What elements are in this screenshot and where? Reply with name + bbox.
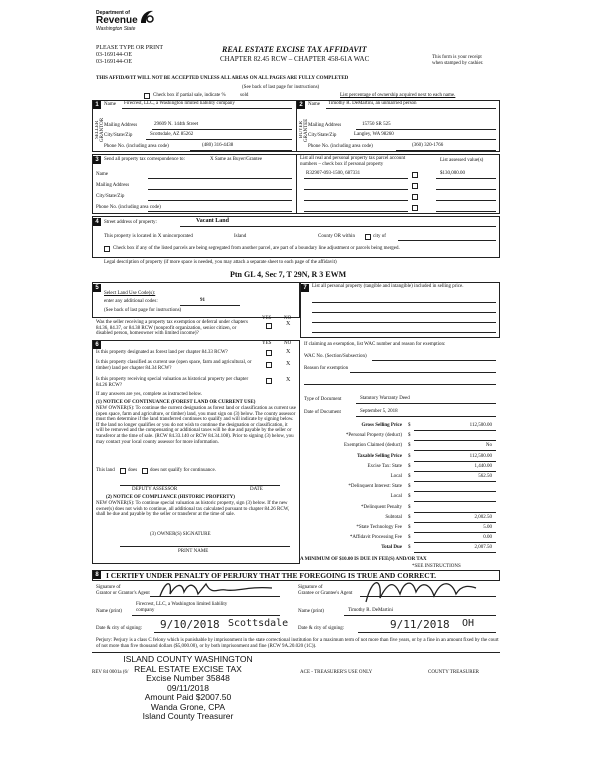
tax-row-underline <box>414 481 496 482</box>
grantor-signature[interactable] <box>156 578 276 602</box>
correspondence-same-as[interactable]: X Same as Buyer/Grantee <box>210 157 263 162</box>
parcel-personal-checkbox-3[interactable] <box>412 194 418 200</box>
stamp-line-1: ISLAND COUNTY WASHINGTON <box>123 654 253 664</box>
tax-row-value[interactable]: 562.50 <box>478 474 492 479</box>
deputy-assessor-label: DEPUTY ASSESSOR <box>132 487 178 492</box>
parcel-personal-checkbox-1[interactable] <box>412 172 418 178</box>
grantor-city[interactable]: Scottsdale <box>228 618 289 629</box>
see-back-note: (See back of last page for instructions) <box>242 85 320 90</box>
tax-row-dollar: $ <box>408 505 411 510</box>
seller-phone[interactable]: (480) 316-4438 <box>202 143 234 148</box>
seller-side-label: SELLER GRANTOR <box>95 117 105 143</box>
doc-date-label: Date of Document <box>304 410 341 415</box>
segregated-label: Check box if any of the listed parcels are being segregated from another parcel, are part of a boundary line adjustment or parcels being merged. <box>113 246 400 251</box>
logo-swoosh-icon <box>138 8 156 26</box>
logo-dept: Department of <box>96 10 130 16</box>
assessed-value[interactable]: $130,000.00 <box>440 171 465 176</box>
tax-row-dollar: $ <box>408 484 411 489</box>
tax-row-underline <box>414 440 496 441</box>
this-land-label: This land <box>96 468 115 473</box>
notice1-title: (1) NOTICE OF CONTINUANCE (FOREST LAND OR CURRENT USE) <box>96 400 256 405</box>
forest-q3-answer[interactable]: X <box>286 377 291 383</box>
tax-row-underline <box>414 552 496 553</box>
grantor-name-print[interactable] <box>136 602 227 614</box>
tax-row-label: Gross Selling Price <box>361 423 402 428</box>
section-4-number: 4 <box>93 218 101 226</box>
parcel-personal-checkbox-2[interactable] <box>412 183 418 189</box>
tax-row-dollar: $ <box>408 545 411 550</box>
grantee-name-print-label: Name (print) <box>298 609 324 614</box>
buyer-mailing-label: Mailing Address <box>308 123 342 128</box>
legal-label: Legal description of property (if more space is needed, you may attach a separate sheet to each page of the affidavit) <box>104 260 337 265</box>
seller-city[interactable]: Scottsdale, AZ 85262 <box>150 132 194 137</box>
buyer-name[interactable]: Timothy R. DeMartini, an unmarried person <box>328 101 417 106</box>
tax-row-underline <box>414 532 496 533</box>
stamp-line-2: REAL ESTATE EXCISE TAX <box>134 663 242 674</box>
seller-city-label: City/State/Zip <box>104 133 133 138</box>
perjury-notice: Perjury: Perjury is a class C felony which is punishable by imprisonment in the state correctional institution for a maximum term of not more than five years, or by a fine in an amount fixed by the court of not more than five thousand dollars ($5,000.00), or by both imprisonment and fine (RCW 9A.20.020 (1C)). <box>96 638 499 649</box>
exemption-label: If claiming an exemption, list WAC number and reason for exemption: <box>304 342 446 347</box>
parcel-personal-checkbox-4[interactable] <box>412 205 418 211</box>
partial-sale-checkbox[interactable] <box>144 93 150 99</box>
partial-sale-label: Check box if partial sale, indicate % <box>153 93 226 98</box>
tax-row-label: Local <box>390 474 402 479</box>
forest-box <box>92 340 300 564</box>
deputy-date-label: DATE <box>250 487 263 492</box>
tax-row-label: *State Technology Fee <box>356 525 402 530</box>
buyer-phone[interactable]: (360) 320-1766 <box>412 143 444 148</box>
tax-row-value[interactable]: No <box>485 443 492 448</box>
tax-row-dollar: $ <box>408 474 411 479</box>
tax-row-underline <box>414 512 496 513</box>
exempt-no-header: NO <box>284 316 292 321</box>
grantee-signature[interactable] <box>360 574 480 608</box>
grantee-date-city-label: Date & city of signing: <box>298 626 345 631</box>
form-chapter: CHAPTER 82.45 RCW – CHAPTER 458-61A WAC <box>220 55 370 63</box>
print-note-block <box>96 45 163 66</box>
stamp-line-5: Amount Paid $2007.50 <box>144 692 232 702</box>
form-code-1: 03-169144-OE <box>96 52 132 58</box>
grantee-name-print[interactable]: Timothy R. DeMartini <box>348 608 393 613</box>
buyer-city[interactable]: Langley, WA 98260 <box>354 132 394 137</box>
tax-row-dollar: $ <box>408 464 411 469</box>
assessed-header: List assessed value(s) <box>440 158 484 163</box>
grantee-date[interactable]: 9/11/2018 <box>390 618 450 631</box>
not-accepted-warning: THIS AFFIDAVIT WILL NOT BE ACCEPTED UNLESS ALL AREAS ON ALL PAGES ARE FULLY COMPLETED <box>96 76 349 81</box>
forest-q3-yes[interactable] <box>266 378 272 384</box>
stamp-line-7: Island County Treasurer <box>142 711 234 721</box>
forest-q2-answer[interactable]: X <box>286 361 291 367</box>
county-treasurer-label: COUNTY TREASURER <box>428 670 479 675</box>
buyer-phone-label: Phone No. (including area code) <box>308 144 373 149</box>
print-note: PLEASE TYPE OR PRINT <box>96 45 164 51</box>
notice2-title: (2) NOTICE OF COMPLIANCE (HISTORIC PROPERTY) <box>106 495 235 500</box>
section-8-number: 8 <box>93 571 101 579</box>
receipt-note-1: This form is your receipt <box>432 55 482 60</box>
stamp-line-3: Excise Number 35848 <box>146 673 230 683</box>
tax-row-dollar: $ <box>408 525 411 530</box>
seller-name[interactable]: Firecrest, LLC, a Washington limited liability company <box>124 101 235 106</box>
tax-row-label: Excise Tax: State <box>367 464 402 469</box>
tax-row-label: *Delinquent Penalty <box>361 505 402 510</box>
street-value[interactable]: Vacant Land <box>196 218 229 224</box>
stamp-line-4: 09/11/2018 <box>167 682 209 693</box>
stamp-line-6: Wanda Grone, CPA <box>150 701 226 712</box>
exempt-answer[interactable]: X <box>286 321 291 327</box>
section-1-number: 1 <box>93 101 101 109</box>
tax-row-label: Taxable Selling Price <box>357 454 402 459</box>
forest-no-header: NO <box>284 341 292 346</box>
land-use-code[interactable]: 91 <box>200 298 205 303</box>
tax-row-value[interactable]: 2,007.50 <box>474 545 492 550</box>
grantor-date-city-label: Date & city of signing: <box>96 626 143 631</box>
wac-label: WAC No. (Section/Subsection) <box>304 354 367 359</box>
grantee-signature-label-1: Signature of <box>298 585 323 590</box>
tax-row-underline <box>414 522 496 523</box>
notice1-body: NEW OWNER(S): To continue the current designation as forest land or classification as current use (open space, farm and agriculture, or timber) land, you must sign on (3) below. The county assessor must then determine if the land transferred continues to qualify and will indicate by signing below. If the land no longer qualifies or you do not wish to continue the designation or classification, it will be removed and the compensating or additional taxes will be due and payable by the seller or transferor at the time of sale. (RCW 84.33.140 or RCW 84.34.108). Prior to signing (3) below, you may contact your local county assessor for more information. <box>96 406 296 445</box>
reason-label: Reason for exemption <box>304 366 349 371</box>
personal-property-label: List all personal property (tangible and intangible) included in selling price. <box>312 284 464 289</box>
print-name-label: PRINT NAME <box>178 549 209 554</box>
tax-row-dollar: $ <box>408 454 411 459</box>
exempt-yes-checkbox[interactable] <box>266 323 272 329</box>
parcel-number[interactable]: R32907-093-1500, 687331 <box>306 171 361 176</box>
correspondence-label: Send all property tax correspondence to: <box>104 157 185 162</box>
tax-row-label: Subtotal <box>385 515 402 520</box>
forest-q2: Is this property classified as current use (open space, farm and agricultural, or timber) land per chapter 84.34 RCW? <box>96 360 252 371</box>
section-2-number: 2 <box>297 101 305 109</box>
grantor-signature-label <box>96 585 150 597</box>
tax-row-underline <box>414 491 496 492</box>
buyer-name-label: Name <box>308 102 320 107</box>
does-label: does <box>128 468 138 473</box>
tax-row-dollar: $ <box>408 494 411 499</box>
tax-row-value[interactable]: 0.00 <box>483 535 492 540</box>
see-instructions-note: *SEE INSTRUCTIONS <box>412 564 461 569</box>
tax-row-underline <box>414 501 496 502</box>
logo-name: Revenue <box>96 15 138 26</box>
corr-city-label: City/State/Zip <box>96 194 125 199</box>
doc-type-label: Type of Document <box>304 397 342 402</box>
land-use-code-label: Select Land Use Code(s): <box>104 291 156 296</box>
treasurer-stamp <box>108 655 268 722</box>
doc-date-value[interactable]: September 5, 2018 <box>360 409 398 414</box>
forest-q3: Is this property receiving special valuation as historical property per chapter 84.26 RCW? <box>96 377 249 388</box>
revenue-logo <box>96 10 138 32</box>
form-code-2: 03-169144-OE <box>96 59 132 65</box>
ownership-pct-label: List percentage of ownership acquired next to each name. <box>340 93 456 98</box>
does-qualify-checkbox[interactable] <box>120 468 126 474</box>
tax-row-dollar: $ <box>408 443 411 448</box>
grantor-name-print-1: Firecrest, LLC, a Washington limited liability <box>136 602 228 607</box>
tax-row-dollar: $ <box>408 535 411 540</box>
located-label: This property is located in X unincorporated <box>104 234 193 239</box>
tax-row-label: *Affidavit Processing Fee <box>349 535 402 540</box>
tax-row-dollar: $ <box>408 433 411 438</box>
treasurer-use-only: ACE - TREASURER'S USE ONLY <box>300 670 373 675</box>
receipt-note <box>432 55 483 67</box>
city-of-checkbox[interactable] <box>365 234 371 240</box>
tax-row-underline <box>414 471 496 472</box>
forest-q1-answer[interactable]: X <box>286 349 291 355</box>
grantor-name-print-2: company <box>136 608 155 613</box>
corr-mailing-label: Mailing Address <box>96 183 130 188</box>
rev-number: REV 84 0001a (6/ <box>92 670 129 675</box>
section-3-number: 3 <box>93 156 101 164</box>
tax-row-label: Local <box>390 494 402 499</box>
corr-name-label: Name <box>96 172 108 177</box>
form-title: REAL ESTATE EXCISE TAX AFFIDAVIT <box>222 45 367 54</box>
seller-name-label: Name <box>104 102 116 107</box>
grantee-city[interactable]: OH <box>462 618 475 629</box>
seller-mailing-label: Mailing Address <box>104 123 138 128</box>
tax-row-label: *Personal Property (deduct) <box>345 433 402 438</box>
legal-value[interactable]: Ptn GL 4, Sec 7, T 29N, R 3 EWM <box>230 270 347 279</box>
buyer-city-label: City/State/Zip <box>308 133 337 138</box>
tax-row-dollar: $ <box>408 515 411 520</box>
personal-property-box <box>300 282 500 338</box>
grantor-name-print-label: Name (print) <box>96 609 122 614</box>
parcel-header: List all real and personal property tax parcel account numbers – check box if personal property <box>300 156 406 167</box>
grantee-signature-label-2: Grantee or Grantee's Agent <box>298 591 353 596</box>
tax-row-value[interactable]: 112,500.00 <box>469 423 492 428</box>
county-value[interactable]: Island <box>234 234 247 239</box>
seller-phone-label: Phone No. (including area code) <box>104 144 169 149</box>
forest-q1-yes[interactable] <box>266 350 272 356</box>
tax-row-underline <box>414 430 496 431</box>
tax-row-value[interactable]: 112,500.00 <box>469 454 492 459</box>
grantee-signature-label <box>298 585 352 597</box>
tax-row-dollar: $ <box>408 423 411 428</box>
segregated-checkbox[interactable] <box>104 246 110 252</box>
buyer-side-label: BUYER GRANTEE <box>299 118 309 142</box>
receipt-note-2: when stamped by cashier. <box>432 61 484 66</box>
forest-if-any: If any answers are yes, complete as instructed below. <box>96 392 203 397</box>
doc-type-value[interactable]: Statutory Warranty Deed <box>360 396 410 401</box>
land-use-additional: enter any additional codes: <box>104 299 158 304</box>
tax-row-label: Exemption Claimed (deduct) <box>343 443 402 448</box>
exempt-question: Was the seller receiving a property tax exemption or deferral under chapters 84.36, 84.37, or 84.38 RCW (nonprofit organization, senior citizen, or disabled person, homeowner with limited income)? <box>96 320 248 336</box>
does-not-qualify-label: does not qualify for continuance. <box>150 468 216 473</box>
street-label: Street address of property: <box>104 220 157 225</box>
section-7-number: 7 <box>301 284 309 292</box>
buyer-mailing[interactable]: 15750 SR 525 <box>362 122 391 127</box>
section-5-number: 5 <box>93 284 101 292</box>
does-not-qualify-checkbox[interactable] <box>142 468 148 474</box>
county-or-within: County OR within <box>318 234 355 239</box>
forest-q1: Is this property designated as forest land per chapter 84.33 RCW? <box>96 350 228 355</box>
notice2-body: NEW OWNER(S): To continue special valuation as historic property, sign (3) below. If the new owner(s) does not wish to continue, all additional tax calculated pursuant to chapter 84.26 RCW, shall be due and payable by the seller or transferor at the time of sale. <box>96 501 290 518</box>
tax-row-label: *Delinquent Interest: State <box>348 484 402 489</box>
certify-title: I CERTIFY UNDER PENALTY OF PERJURY THAT THE FOREGOING IS TRUE AND CORRECT. <box>106 571 437 580</box>
minimum-due-note: A MINIMUM OF $10.00 IS DUE IN FEE(S) AND/OR TAX <box>300 557 427 562</box>
section-6-number: 6 <box>93 341 101 349</box>
city-of-label: city of <box>373 234 386 239</box>
grantor-date[interactable]: 9/10/2018 <box>160 618 220 631</box>
logo-state: Washington State <box>96 26 136 32</box>
tax-row-value[interactable]: 2,002.50 <box>474 515 492 520</box>
owner-signature-label: (3) OWNER(S) SIGNATURE <box>150 532 211 537</box>
partial-sale-sold: sold <box>240 93 249 98</box>
tax-row-value[interactable]: 1,440.00 <box>474 464 492 469</box>
tax-row-underline <box>414 542 496 543</box>
forest-q2-yes[interactable] <box>266 362 272 368</box>
seller-mailing[interactable]: 29609 N. 144th Street <box>154 122 199 127</box>
tax-row-value[interactable]: 5.00 <box>483 525 492 530</box>
tax-row-underline <box>414 461 496 462</box>
tax-row-label: Total Due <box>381 545 402 550</box>
forest-yes-header: YES <box>262 341 272 346</box>
tax-row-underline <box>414 450 496 451</box>
corr-phone-label: Phone No. (including area code) <box>96 205 161 210</box>
grantor-signature-label-2: Grantor or Grantor's Agent <box>96 591 150 596</box>
exempt-yes-header: YES <box>262 316 272 321</box>
grantor-signature-label-1: Signature of <box>96 585 121 590</box>
land-use-see-back: (See back of last page for instructions) <box>104 308 182 313</box>
